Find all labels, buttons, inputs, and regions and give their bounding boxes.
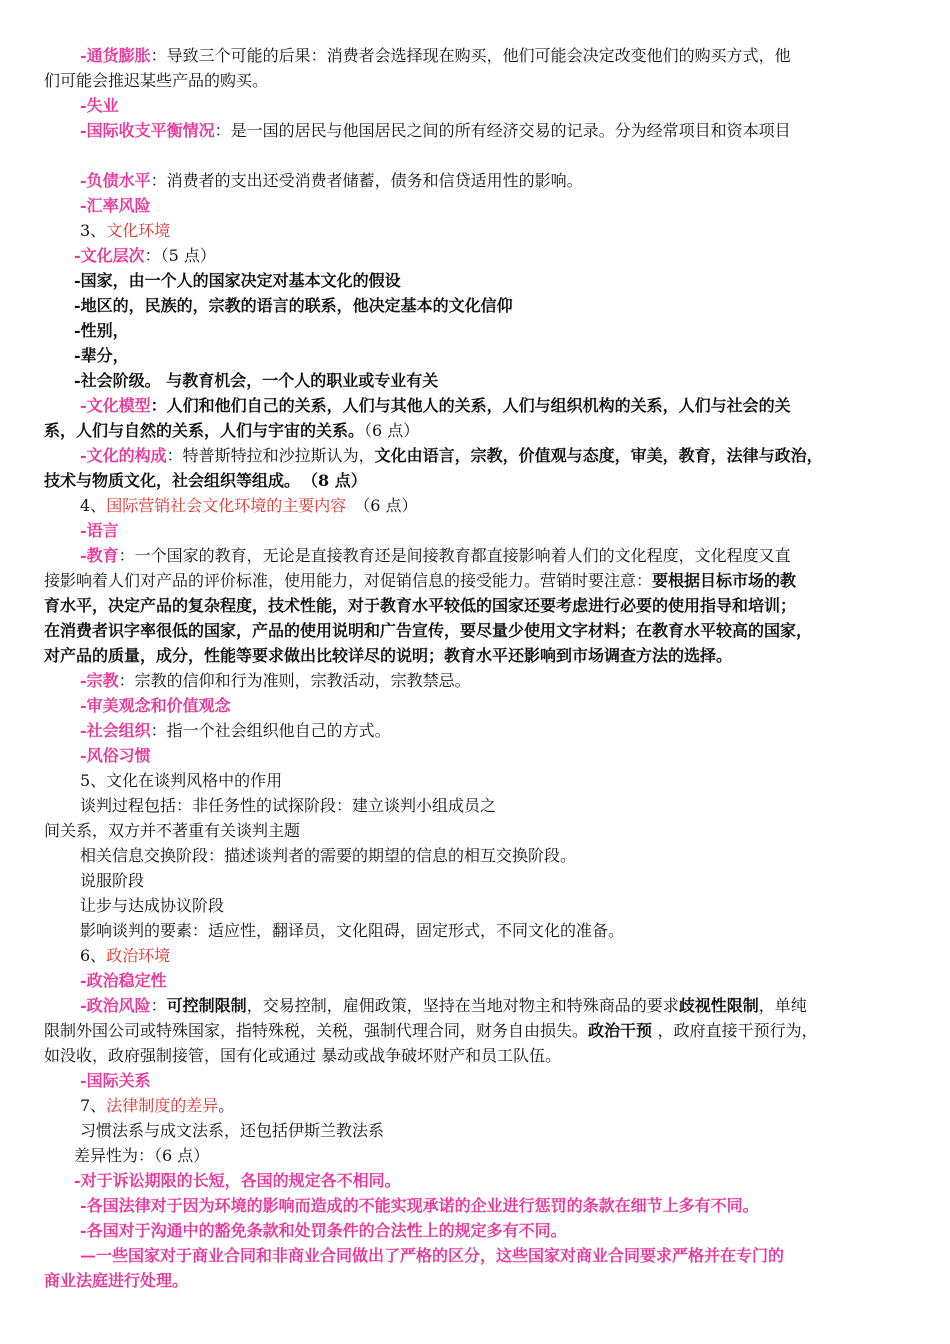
line-cultural-model-cont: 系，人们与自然的关系，人们与宇宙的关系。（6 点） bbox=[44, 421, 420, 440]
list-item: —一些国家对于商业合同和非商业合同做出了严格的区分，这些国家对商业合同要求严格并在专门的 bbox=[80, 1246, 785, 1265]
term-language: -语言 bbox=[80, 521, 119, 540]
list-item: -各国法律对于因为环境的影响而造成的不能实现承诺的企业进行惩罚的条款在细节上多有不同。 bbox=[80, 1196, 759, 1215]
line-education-cont: 对产品的质量，成分，性能等要求做出比较详尽的说明；教育水平还影响到市场调查方法的选择。 bbox=[44, 646, 733, 665]
term-aesthetics-values: -审美观念和价值观念 bbox=[80, 696, 231, 715]
line-negotiation-stage: 让步与达成协议阶段 bbox=[80, 896, 225, 915]
list-item: -各国对于沟通中的豁免条款和处罚条件的合法性上的规定多有不同。 bbox=[80, 1221, 567, 1240]
heading-sociocultural-content: 4、国际营销社会文化环境的主要内容 （6 点） bbox=[80, 496, 418, 515]
line-balance-of-payments: -国际收支平衡情况：是一国的居民与他国居民之间的所有经济交易的记录。分为经常项目和资本项目 bbox=[80, 121, 791, 140]
list-item: -国家，由一个人的国家决定对基本文化的假设 bbox=[74, 271, 401, 290]
line-legal-systems: 习惯法系与成文法系，还包括伊斯兰教法系 bbox=[80, 1121, 385, 1140]
line-religion: -宗教：宗教的信仰和行为准则，宗教活动，宗教禁忌。 bbox=[80, 671, 471, 690]
heading-legal-differences: 7、法律制度的差异。 bbox=[80, 1096, 235, 1115]
line-inflation: -通货膨胀：导致三个可能的后果：消费者会选择现在购买，他们可能会决定改变他们的购买方式，他 bbox=[80, 46, 791, 65]
list-item: -辈分， bbox=[74, 346, 129, 365]
line-negotiation-stage: 说服阶段 bbox=[80, 871, 145, 890]
line-social-organization: -社会组织：指一个社会组织他自己的方式。 bbox=[80, 721, 391, 740]
line-debt-level: -负债水平：消费者的支出还受消费者储蓄，债务和信贷适用性的影响。 bbox=[80, 171, 583, 190]
heading-cultural-environment: 3、文化环境 bbox=[80, 221, 171, 240]
list-item: -对于诉讼期限的长短，各国的规定各不相同。 bbox=[74, 1171, 401, 1190]
list-item: -地区的，民族的，宗教的语言的联系，他决定基本的文化信仰 bbox=[74, 296, 513, 315]
line-cultural-composition: -文化的构成：特普斯特拉和沙拉斯认为，文化由语言，宗教，价值观与态度，审美，教育，法律与政治， bbox=[80, 446, 823, 465]
term-exchange-risk: -汇率风险 bbox=[80, 196, 151, 215]
line-education-cont: 育水平，决定产品的复杂程度，技术性能，对于教育水平较低的国家还要考虑进行必要的使用指导和培训； bbox=[44, 596, 797, 615]
line-cultural-model: -文化模型：人们和他们自己的关系，人们与其他人的关系，人们与组织机构的关系，人们与社会的关 bbox=[80, 396, 791, 415]
list-item: -社会阶级。 与教育机会，一个人的职业或专业有关 bbox=[74, 371, 439, 390]
line-cultural-levels: -文化层次：（5 点） bbox=[74, 246, 216, 265]
heading-political-environment: 6、政治环境 bbox=[80, 946, 171, 965]
line-negotiation: 谈判过程包括：非任务性的试探阶段：建立谈判小组成员之 bbox=[80, 796, 497, 815]
term-unemployment: -失业 bbox=[80, 96, 119, 115]
line-education: -教育：一个国家的教育，无论是直接教育还是间接教育都直接影响着人们的文化程度，文化程度又直 bbox=[80, 546, 791, 565]
term-international-relations: -国际关系 bbox=[80, 1071, 151, 1090]
line-education-cont: 在消费者识字率很低的国家，产品的使用说明和广告宣传，要尽量少使用文字材料；在教育水平较高的国家， bbox=[44, 621, 813, 640]
line-political-risk: -政治风险：可控制限制，交易控制，雇佣政策，坚持在当地对物主和特殊商品的要求歧视性限制，单纯 bbox=[80, 996, 807, 1015]
term-political-stability: -政治稳定性 bbox=[80, 971, 167, 990]
term-customs: -风俗习惯 bbox=[80, 746, 151, 765]
line-education-cont: 接影响着人们对产品的评价标准，使用能力，对促销信息的接受能力。营销时要注意：要根据目标市场的教 bbox=[44, 571, 797, 590]
line-political-risk-cont: 如没收，政府强制接管，国有化或通过 暴动或战争破坏财产和员工队伍。 bbox=[44, 1046, 562, 1065]
line-negotiation-factors: 影响谈判的要素：适应性，翻译员，文化阻碍，固定形式，不同文化的准备。 bbox=[80, 921, 625, 940]
list-item-cont: 商业法庭进行处理。 bbox=[44, 1271, 189, 1290]
line-inflation-cont: 们可能会推迟某些产品的购买。 bbox=[44, 71, 269, 90]
list-item: -性别， bbox=[74, 321, 129, 340]
term-inflation: -通货膨胀 bbox=[80, 46, 151, 65]
heading-negotiation: 5、文化在谈判风格中的作用 bbox=[80, 771, 283, 790]
line-negotiation-cont: 间关系，双方并不著重有关谈判主题 bbox=[44, 821, 301, 840]
line-cultural-composition-cont: 技术与物质文化，社会组织等组成。 （8 点） bbox=[44, 471, 367, 490]
line-differences: 差异性为：（6 点） bbox=[74, 1146, 210, 1165]
line-political-risk-cont: 限制外国公司或特殊国家，指特殊税，关税，强制代理合同，财务自由损失。政治干预 ，政府直接干预行为， bbox=[44, 1021, 818, 1040]
line-negotiation-stage: 相关信息交换阶段：描述谈判者的需要的期望的信息的相互交换阶段。 bbox=[80, 846, 577, 865]
